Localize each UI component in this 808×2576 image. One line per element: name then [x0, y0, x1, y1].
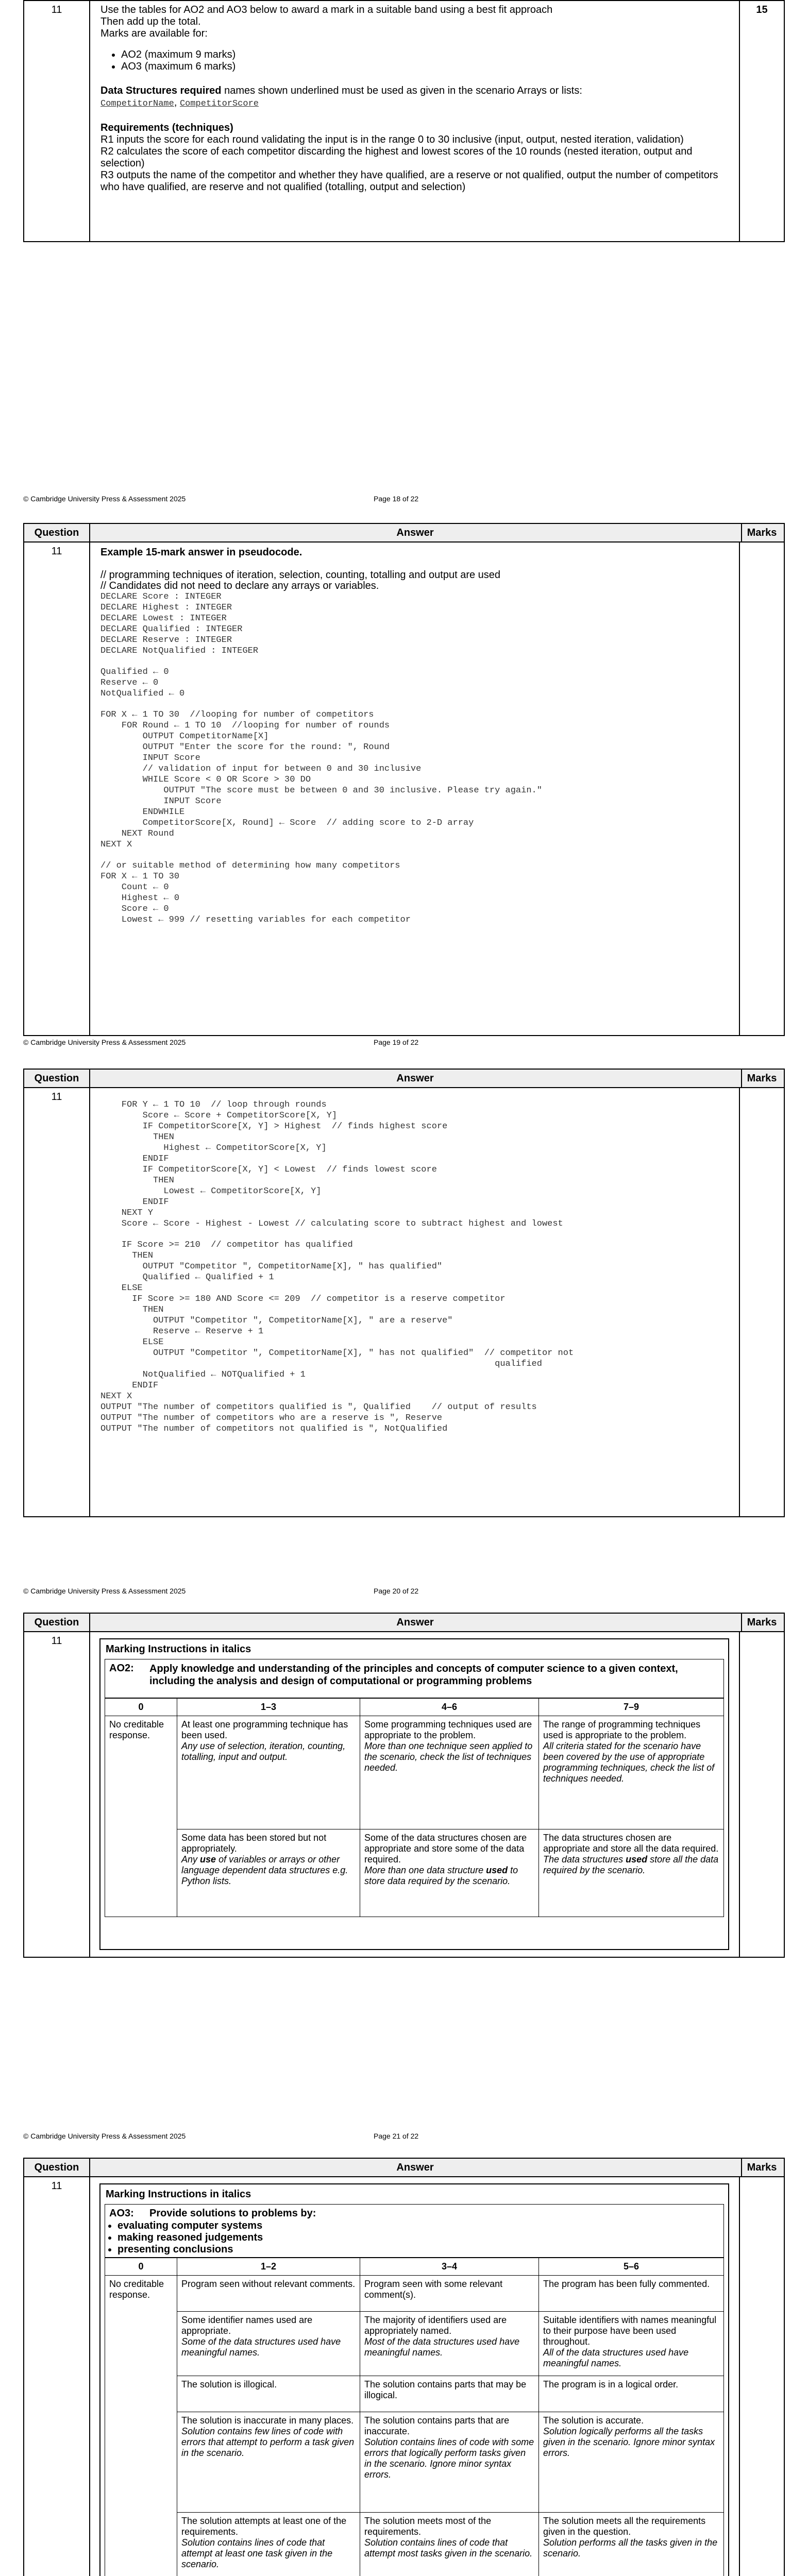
cell-text: The range of programming techniques used is appropriate to the problem.: [543, 1719, 701, 1740]
cell-text: The solution attempts at least one of the requirements.: [181, 2516, 347, 2537]
cell-italic: Some of the data structures used have meaningful names.: [181, 2336, 341, 2358]
instruction-line: Marks are available for:: [100, 28, 208, 39]
cell-italic: All of the data structures used have meaningful names.: [543, 2347, 689, 2368]
marking-title: Marking Instructions in italics: [106, 1643, 251, 1655]
cell-italic: to store data required by the scenario.: [364, 1865, 518, 1886]
page21-answer-box: [23, 1631, 785, 1958]
band-header: 0: [105, 1699, 177, 1716]
cell-italic: Solution contains few lines of code with errors that attempt to perform a task given in the scenario.: [181, 2426, 355, 2458]
cell-text: The solution meets all the requirements given in the question.: [543, 2516, 706, 2537]
column-divider: [739, 1632, 740, 1957]
page-footer: [23, 1038, 785, 1047]
page-number: Page 19 of 22: [374, 1038, 419, 1046]
cell-text: The data structures chosen are appropriate and store all the data required.: [543, 1833, 719, 1854]
cell-italic: All criteria stated for the scenario have been covered by the use of appropriate programming techniques, check the list of techniques needed.: [543, 1741, 715, 1784]
cell-italic-bold: used: [486, 1865, 508, 1875]
header-answer: Answer: [89, 1070, 742, 1087]
code-block: FOR X ← 1 TO 30 //looping for number of competitors FOR Round ← 1 TO 10 //looping for number of rounds OUTPUT CompetitorName[X] OUTPUT "Enter the score for the round: ", Round INPUT Score // validation of input for between 0 and 30 inclusive WHILE Score < 0 OR Score > 30 DO OUTPUT "The score must be between 0 and 30 inclusive. Please try again." INPUT Score ENDWHILE CompetitorScore[X, Round] ← Score // adding score to 2-D array NEXT Round NEXT X: [100, 710, 542, 850]
column-divider: [89, 1, 90, 241]
band-cell: [539, 2312, 724, 2376]
cell-italic: Solution contains lines of code with some errors that logically perform tasks given in the scenario. Ignore minor syntax errors.: [364, 2437, 534, 2480]
table-header: [23, 2158, 785, 2177]
ao2-band-table: [105, 1698, 724, 1917]
question-number: 11: [51, 1091, 62, 1103]
cell-italic: Solution contains lines of code that attempt at least one task given in the scenario.: [181, 2537, 333, 2569]
cell-italic-bold: used: [626, 1854, 648, 1865]
header-marks: Marks: [747, 1072, 777, 1084]
table-header: [23, 1613, 785, 1632]
band-header: 7–9: [539, 1699, 724, 1716]
page18-content: [100, 4, 730, 193]
cell-text: The program has been fully commented.: [543, 2279, 710, 2289]
band-cell: [177, 2513, 360, 2576]
band-cell: [360, 2276, 539, 2312]
question-number: 11: [51, 2180, 62, 2192]
example-title: Example 15-mark answer in pseudocode.: [100, 547, 302, 558]
cell-text: The solution is illogical.: [181, 2379, 277, 2389]
page-number: Page 20 of 22: [374, 1587, 419, 1595]
cell-text: The majority of identifiers used are appropriately named.: [364, 2315, 507, 2336]
list-item: • AO2 (maximum 9 marks): [121, 49, 730, 61]
ao2-marking-table: [99, 1638, 729, 1950]
cell-text: No creditable response.: [109, 2279, 164, 2300]
ao3-bullets: [105, 2220, 263, 2256]
band-cell: [539, 2276, 724, 2312]
cell-italic: Any use of selection, iteration, counting, totalling, input and output.: [181, 1741, 346, 1762]
band-cell: [177, 2376, 360, 2412]
cell-text: Some programming techniques used are appropriate to the problem.: [364, 1719, 532, 1740]
band-header: 3–4: [360, 2258, 539, 2276]
band-0-cell: [105, 1716, 177, 1917]
header-answer: Answer: [89, 524, 742, 541]
table-header: [23, 523, 785, 543]
column-divider: [89, 543, 90, 1035]
page20-content: [100, 1099, 730, 1434]
marks-list: [100, 49, 730, 73]
ao-label: AO2:: [109, 1663, 134, 1674]
ao3-band-table: [105, 2258, 724, 2576]
header-question: Question: [24, 2159, 90, 2176]
band-cell: [539, 1716, 724, 1829]
band-header: 1–3: [177, 1699, 360, 1716]
band-header: 0: [105, 2258, 177, 2276]
column-divider: [89, 1088, 90, 1516]
copyright: © Cambridge University Press & Assessment 2025: [23, 495, 186, 503]
list-item: • evaluating computer systems: [117, 2220, 263, 2232]
page22-answer-box: [23, 2176, 785, 2576]
list-item: • presenting conclusions: [117, 2244, 263, 2256]
cell-italic: More than one data structure: [364, 1865, 486, 1875]
header-marks: Marks: [747, 527, 777, 538]
band-header: 5–6: [539, 2258, 724, 2276]
cell-text: At least one programming technique has been used.: [181, 1719, 348, 1740]
cell-italic: Solution logically performs all the tasks given in the scenario. Ignore minor syntax errors.: [543, 2426, 715, 2458]
cell-text: Program seen without relevant comments.: [181, 2279, 356, 2289]
band-cell: [360, 2412, 539, 2513]
data-structures-note: [100, 85, 730, 110]
list-item: • making reasoned judgements: [117, 2232, 263, 2244]
header-marks: Marks: [747, 2161, 777, 2173]
ao-description: Provide solutions to problems by:: [149, 2208, 316, 2219]
cell-text: The solution contains parts that are inaccurate.: [364, 2415, 510, 2436]
cell-text: The program is in a logical order.: [543, 2379, 679, 2389]
cell-italic: store all the data required by the scenario.: [543, 1854, 719, 1875]
page18-answer-box: [23, 0, 785, 242]
header-marks: Marks: [747, 1616, 777, 1628]
page-number: Page 21 of 22: [374, 2132, 419, 2140]
ao2-heading-box: [105, 1659, 724, 1698]
page19-answer-box: [23, 541, 785, 1036]
page-number: Page 18 of 22: [374, 495, 419, 503]
question-number: 11: [51, 4, 62, 15]
cell-italic: More than one technique seen applied to the scenario, check the list of techniques needed.: [364, 1741, 533, 1773]
marks-value: 15: [756, 4, 768, 15]
band-cell: [360, 2376, 539, 2412]
code-block: // or suitable method of determining how many competitors FOR X ← 1 TO 30 Count ← 0 Highest ← 0 Score ← 0 Lowest ← 999 // resetting variables for each competitor: [100, 861, 411, 925]
page19-content: [100, 547, 730, 925]
instruction-line: Use the tables for AO2 and AO3 below to award a mark in a suitable band using a best fit approach: [100, 4, 553, 15]
band-header: 4–6: [360, 1699, 539, 1716]
instruction-line: Then add up the total.: [100, 16, 201, 27]
ao-label: AO3:: [109, 2208, 134, 2219]
header-question: Question: [24, 524, 90, 541]
cell-italic: The data structures: [543, 1854, 626, 1865]
data-structures-text: names shown underlined must be used as given in the scenario Arrays or lists:: [221, 85, 582, 96]
band-cell: [360, 1829, 539, 1917]
band-cell: [177, 1829, 360, 1917]
column-divider: [739, 1088, 740, 1516]
page20-answer-box: [23, 1087, 785, 1517]
cell-text: Some identifier names used are appropriate.: [181, 2315, 313, 2336]
header-answer: Answer: [89, 2159, 742, 2176]
requirements-title: Requirements (techniques): [100, 122, 233, 133]
column-divider: [89, 2177, 90, 2576]
comment-lines: // programming techniques of iteration, selection, counting, totalling and output are used // Candidates did not need to declare any arrays or variables.: [100, 569, 501, 591]
array-name: CompetitorName: [100, 99, 174, 109]
column-divider: [739, 1, 740, 241]
copyright: © Cambridge University Press & Assessment 2025: [23, 1587, 186, 1595]
page-footer: [23, 2132, 785, 2141]
question-number: 11: [51, 546, 62, 557]
header-question: Question: [24, 1070, 90, 1087]
band-cell: [539, 2513, 724, 2576]
column-divider: [89, 1632, 90, 1957]
cell-italic: of variables or arrays or other language dependent data structures e.g. Python lists.: [181, 1854, 348, 1886]
cell-text: The solution meets most of the requirements.: [364, 2516, 492, 2537]
header-question: Question: [24, 1614, 90, 1631]
cell-text: Some data has been stored but not appropriately.: [181, 1833, 327, 1854]
list-item: • AO3 (maximum 6 marks): [121, 61, 730, 73]
cell-text: Program seen with some relevant comment(s).: [364, 2279, 503, 2300]
ao3-heading-box: [105, 2204, 724, 2258]
table-header: [23, 1069, 785, 1088]
band-cell: [177, 1716, 360, 1829]
data-structures-label: Data Structures required: [100, 85, 222, 96]
cell-text: The solution is accurate.: [543, 2415, 644, 2426]
cell-text: Suitable identifiers with names meaningful to their purpose have been used throughout.: [543, 2315, 717, 2347]
band-cell: [360, 2312, 539, 2376]
band-cell: [360, 2513, 539, 2576]
code-block: FOR Y ← 1 TO 10 // loop through rounds Score ← Score + CompetitorScore[X, Y] IF CompetitorScore[X, Y] > Highest // finds highest score THEN Highest ← CompetitorScore[X, Y] ENDIF IF CompetitorScore[X, Y] < Lowest // finds lowest score THEN Lowest ← CompetitorScore[X, Y] ENDIF NEXT Y Score ← Score - Highest - Lowest // calculating score to subtract highest and lowest: [121, 1100, 563, 1229]
cell-italic: Solution contains lines of code that attempt most tasks given in the scenario.: [364, 2537, 533, 2558]
requirement-r3: R3 outputs the name of the competitor and whether they have qualified, are a reserve or not qualified, output the number of competitors who have qualified, are reserve and not qualified (totalling, output and selection): [100, 170, 718, 193]
copyright: © Cambridge University Press & Assessment 2025: [23, 1038, 186, 1046]
band-cell: [177, 2312, 360, 2376]
cell-italic: Most of the data structures used have meaningful names.: [364, 2336, 520, 2358]
requirement-r1: R1 inputs the score for each round validating the input is in the range 0 to 30 inclusive (input, output, nested iteration, validation): [100, 134, 684, 145]
band-cell: [539, 1829, 724, 1917]
cell-text: The solution contains parts that may be illogical.: [364, 2379, 527, 2400]
question-number: 11: [51, 1635, 62, 1647]
column-divider: [739, 2177, 740, 2576]
cell-text: No creditable response.: [109, 1719, 164, 1740]
code-block: IF Score >= 210 // competitor has qualified THEN OUTPUT "Competitor ", CompetitorName[X], " has qualified" Qualified ← Qualified + 1 ELSE IF Score >= 180 AND Score <= 209 // competitor is a reserve competitor THEN OUTPUT "Competitor ", CompetitorName[X], " are a reserve" Reserve ← Reserve + 1 ELSE OUTPUT "Competitor ", CompetitorName[X], " has not qualified" // competitor not qualified NotQualified ← NOTQualified + 1 ENDIF NEXT X OUTPUT "The number of competitors qualified is ", Qualified // output of results OUTPUT "The number of competitors who are a reserve is ", Reserve OUTPUT "The number of competitors not qualified is ", NotQualified: [100, 1240, 574, 1434]
code-block: DECLARE Score : INTEGER DECLARE Highest : INTEGER DECLARE Lowest : INTEGER DECLARE Qualified : INTEGER DECLARE Reserve : INTEGER DECLARE NotQualified : INTEGER: [100, 592, 259, 656]
ao3-marking-table: [99, 2183, 729, 2576]
column-divider: [739, 543, 740, 1035]
band-cell: [177, 2276, 360, 2312]
ao-description: Apply knowledge and understanding of the principles and concepts of computer science to a given context, including the analysis and design of computational or programming problems: [149, 1663, 678, 1687]
cell-italic-bold: use: [200, 1854, 216, 1865]
band-0-cell: [105, 2276, 177, 2576]
band-cell: [360, 1716, 539, 1829]
code-block: Qualified ← 0 Reserve ← 0 NotQualified ← 0: [100, 667, 185, 699]
cell-text: Some of the data structures chosen are appropriate and store some of the data required.: [364, 1833, 527, 1865]
band-cell: [539, 2376, 724, 2412]
marking-title: Marking Instructions in italics: [106, 2189, 251, 2200]
page-footer: [23, 1587, 785, 1596]
array-name: CompetitorScore: [179, 99, 259, 109]
separator: ,: [174, 97, 180, 108]
band-header: 1–2: [177, 2258, 360, 2276]
band-cell: [539, 2412, 724, 2513]
requirement-r2: R2 calculates the score of each competitor discarding the highest and lowest scores of the 10 rounds (nested iteration, output and selection): [100, 146, 693, 169]
page-footer: [23, 495, 785, 504]
header-answer: Answer: [89, 1614, 742, 1631]
cell-italic: Any: [181, 1854, 200, 1865]
cell-italic: Solution performs all the tasks given in the scenario.: [543, 2537, 718, 2558]
band-cell: [177, 2412, 360, 2513]
copyright: © Cambridge University Press & Assessment 2025: [23, 2132, 186, 2140]
cell-text: The solution is inaccurate in many places.: [181, 2415, 354, 2426]
